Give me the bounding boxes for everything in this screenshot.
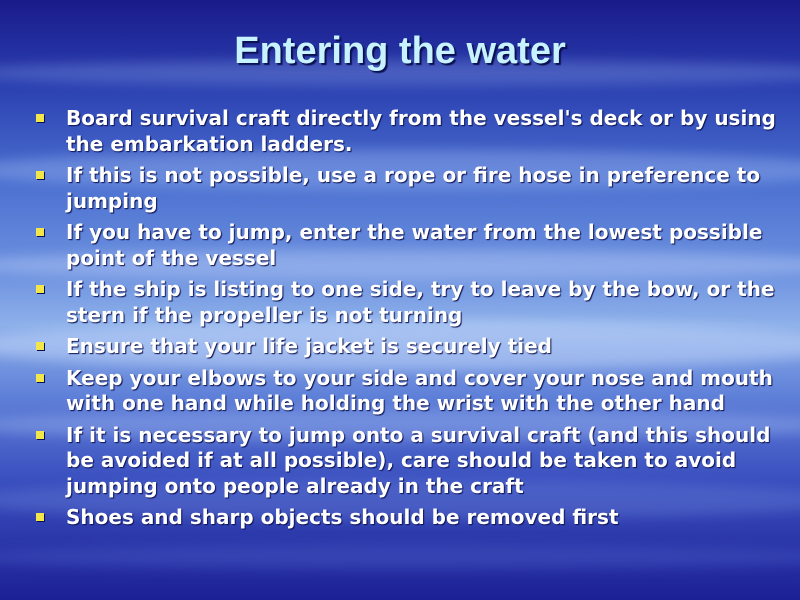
bullet-text: If the ship is listing to one side, try to leave by the bow, or the stern if the propeller is not turning xyxy=(66,277,775,327)
bullet-item xyxy=(36,277,776,328)
bullet-text: Shoes and sharp objects should be removed first xyxy=(66,505,619,529)
bullet-item xyxy=(36,220,776,271)
square-bullet-icon xyxy=(36,342,44,350)
bullet-list xyxy=(36,106,776,537)
square-bullet-icon xyxy=(36,513,44,521)
bullet-text: If it is necessary to jump onto a survival craft (and this should be avoided if at all possible), care should be taken to avoid jumping onto people already in the craft xyxy=(66,422,771,498)
square-bullet-icon xyxy=(36,228,44,236)
slide-title: Entering the water xyxy=(234,30,566,72)
bullet-text: If this is not possible, use a rope or fire hose in preference to jumping xyxy=(66,163,761,213)
square-bullet-icon xyxy=(36,114,44,122)
square-bullet-icon xyxy=(36,431,44,439)
background-streak xyxy=(0,545,800,569)
bullet-text: Ensure that your life jacket is securely tied xyxy=(66,334,552,358)
bullet-item xyxy=(36,163,776,214)
bullet-text: Board survival craft directly from the vessel's deck or by using the embarkation ladders. xyxy=(66,106,776,156)
bullet-item xyxy=(36,423,776,500)
bullet-text: If you have to jump, enter the water from the lowest possible point of the vessel xyxy=(66,220,763,270)
square-bullet-icon xyxy=(36,374,44,382)
square-bullet-icon xyxy=(36,171,44,179)
bullet-item xyxy=(36,505,776,531)
bullet-item xyxy=(36,334,776,360)
bullet-item xyxy=(36,106,776,157)
square-bullet-icon xyxy=(36,285,44,293)
bullet-item xyxy=(36,366,776,417)
bullet-text: Keep your elbows to your side and cover your nose and mouth with one hand while holding the wrist with the other hand xyxy=(66,365,773,415)
